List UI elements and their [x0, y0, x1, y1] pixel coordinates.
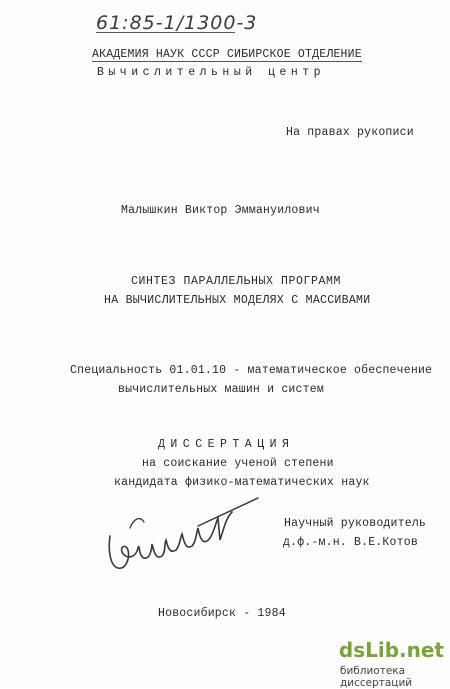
org-line-2: Вычислительный центр [97, 66, 326, 79]
author-name: Малышкин Виктор Эммануилович [121, 204, 320, 217]
watermark-caption: библиотека диссертаций [340, 665, 413, 689]
title-line-2: НА ВЫЧИСЛИТЕЛЬНЫХ МОДЕЛЯХ С МАССИВАМИ [104, 294, 371, 307]
supervisor-label: Научный руководитель [284, 517, 427, 530]
watermark-logo: dsLib.net [338, 638, 444, 662]
archive-code: 61:85-1/1300-3 [96, 12, 258, 34]
rights-notice: На правах рукописи [286, 126, 414, 139]
title-line-1: СИНТЕЗ ПАРАЛЛЕЛЬНЫХ ПРОГРАММ [131, 275, 342, 288]
purpose-line-2: кандидата физико-математических наук [114, 476, 370, 489]
purpose-line-1: на соискание ученой степени [142, 457, 334, 470]
handwritten-signature [100, 488, 260, 588]
org-line-1: АКАДЕМИЯ НАУК СССР СИБИРСКОЕ ОТДЕЛЕНИЕ [92, 48, 362, 61]
city-year: Новосибирск - 1984 [158, 607, 286, 620]
dslib-watermark [340, 636, 450, 688]
supervisor-name: д.ф.-м.н. В.Е.Котов [283, 536, 418, 549]
document-type: ДИССЕРТАЦИЯ [158, 438, 295, 451]
specialty-line-1: Специальность 01.01.10 - математическое обеспечение [70, 364, 433, 377]
specialty-line-2: вычислительных машин и систем [118, 383, 324, 396]
